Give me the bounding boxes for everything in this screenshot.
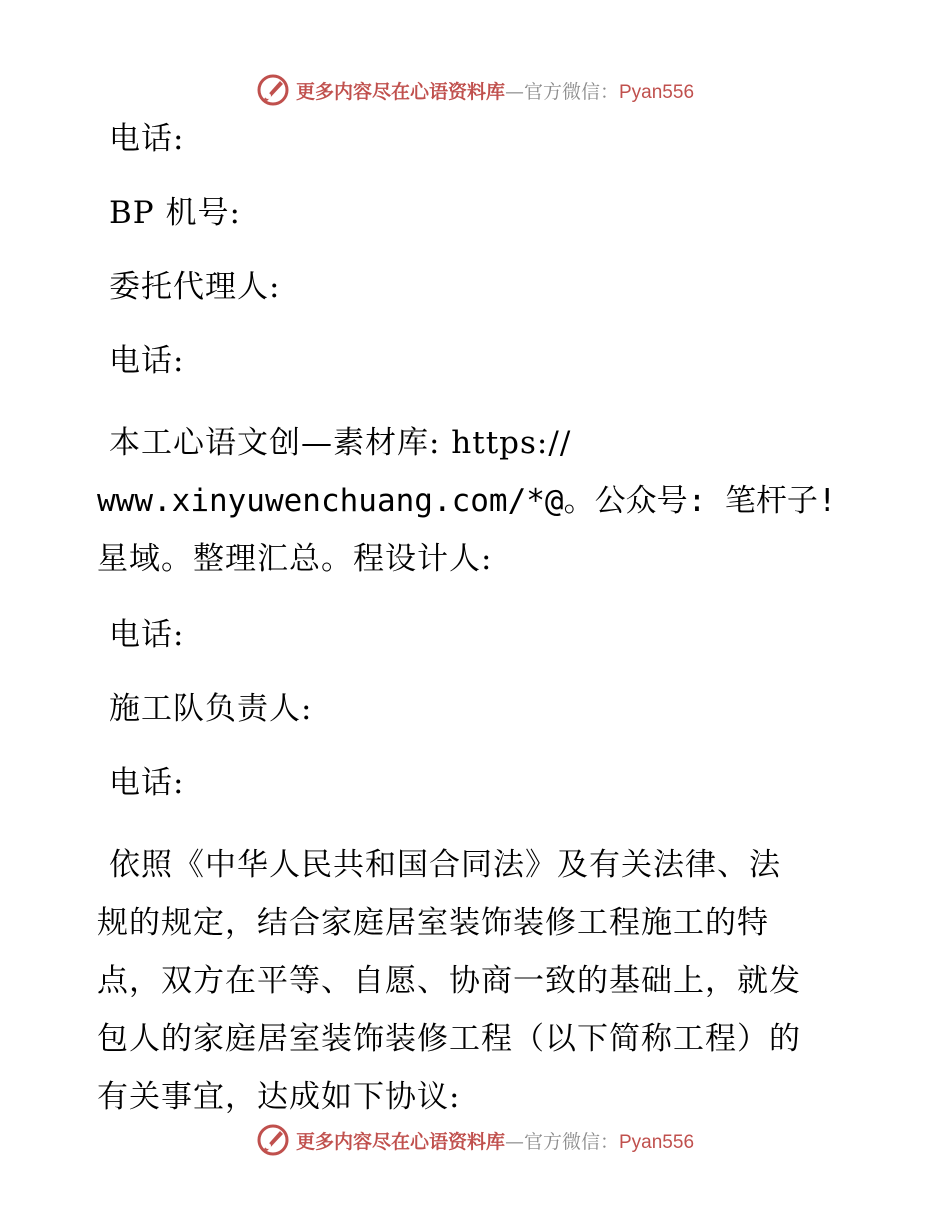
quill-pen-seal-icon [256,1123,290,1157]
quill-pen-seal-icon [256,73,290,107]
body-paragraph-line-1: 依照《中华人民共和国合同法》及有关法律、法 [109,847,781,883]
phone-field-3: 电话: [109,617,185,653]
banner-wechat-id: Pyan556 [619,81,695,103]
ad-paragraph-line-3: 星域。整理汇总。程设计人: [97,541,493,577]
ad-paragraph-line-2: www.xinyuwenchuang.com/*@。公众号: 笔杆子! [97,483,837,519]
footer-banner-official-label: 官方微信： [523,1130,619,1153]
team-leader-field: 施工队负责人: [109,691,313,727]
banner-main-text: 更多内容尽在心语资料库 [295,80,505,103]
body-paragraph-line-3: 点，双方在平等、自愿、协商一致的基础上，就发 [97,963,801,999]
body-paragraph [97,836,857,1126]
document-body [97,118,857,1126]
phone-field-1: 电话: [109,121,185,157]
banner-dash: — [504,80,524,103]
footer-banner-dash: — [504,1130,524,1153]
agent-field: 委托代理人: [109,269,281,305]
header-banner [0,68,950,112]
footer-banner-inner [256,1123,694,1157]
banner-inner [256,73,694,107]
ad-paragraph-line-1: 本工心语文创—素材库: https:// [109,425,572,461]
phone-field-4: 电话: [109,765,185,801]
footer-banner-wechat-id: Pyan556 [619,1131,695,1153]
footer-banner [0,1118,950,1162]
ad-paragraph [97,414,857,588]
bp-number-field: BP 机号: [109,195,241,231]
body-paragraph-line-2: 规的规定，结合家庭居室装饰装修工程施工的特 [97,905,769,941]
phone-field-2: 电话: [109,343,185,379]
banner-official-label: 官方微信： [523,80,619,103]
body-paragraph-line-4: 包人的家庭居室装饰装修工程（以下简称工程）的 [97,1021,801,1057]
body-paragraph-line-5: 有关事宜，达成如下协议: [97,1079,461,1115]
footer-banner-main-text: 更多内容尽在心语资料库 [295,1130,505,1153]
